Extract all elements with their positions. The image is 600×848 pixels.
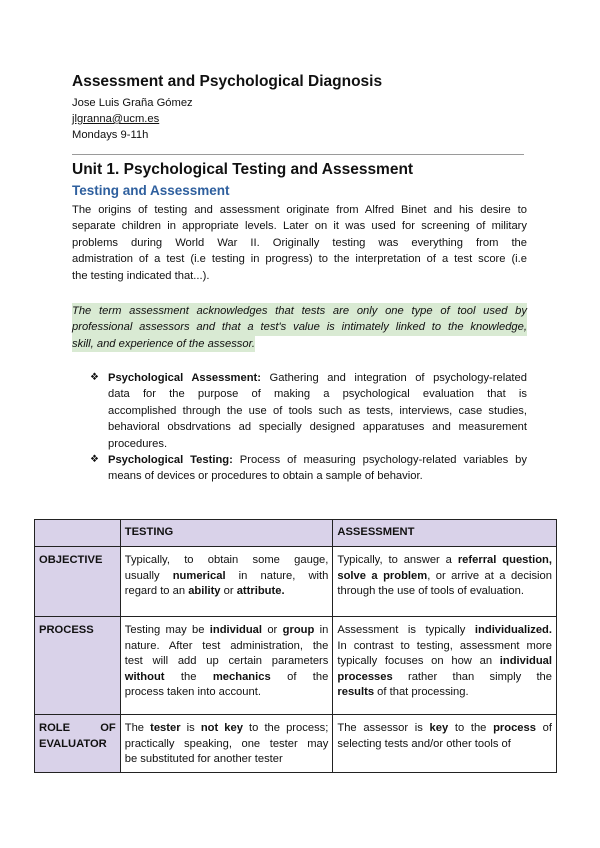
bullet-term: Psychological Testing:	[108, 454, 233, 467]
cell-testing	[120, 617, 333, 715]
paragraph-line: the testing indicated that...).	[72, 269, 210, 282]
cell-line	[337, 623, 552, 638]
instructor-email-link[interactable]: jlgranna@ucm.es	[72, 113, 160, 125]
text-run: of that processing.	[374, 686, 469, 699]
bold-run: ability	[188, 585, 221, 598]
cell-line	[337, 569, 552, 584]
table-header-row	[35, 520, 557, 547]
text-run: selecting tests and/or other tools of	[337, 737, 511, 750]
bullet-text: Gathering and integration of psychology-related	[261, 372, 527, 384]
highlight-line: professional assessors and that a test's value is intimately linked to the knowledge,	[72, 319, 527, 335]
text-run: or	[220, 585, 237, 598]
text-run: process taken into account.	[124, 686, 261, 699]
text-run: test will add up certain parameters	[124, 655, 329, 668]
bold-run: results	[337, 686, 375, 699]
text-run: through the use of tools of evaluation.	[337, 585, 524, 598]
highlight-line: The term assessment acknowledges that tests are only one type of tool used by	[72, 303, 527, 319]
bullet-term: Psychological Assessment:	[108, 372, 261, 384]
cell-line	[337, 685, 552, 700]
text-run: usually	[124, 569, 173, 582]
text-run: Assessment is typically	[337, 624, 475, 637]
text-run: typically focuses on how an	[337, 655, 500, 668]
cell-line	[125, 553, 329, 568]
bold-run: key	[429, 722, 449, 735]
diamond-bullet-icon: ❖	[90, 372, 99, 383]
cell-line	[337, 584, 552, 599]
paragraph-line: admistration of a test (i.e testing in progress) to the interpretation of a test score (i.e	[72, 253, 527, 266]
cell-testing	[120, 715, 333, 772]
cell-assessment	[333, 715, 557, 772]
row-label-process: PROCESS	[35, 617, 121, 715]
section-title: Testing and Assessment	[72, 183, 230, 198]
cell-line	[337, 737, 552, 752]
row-label-part: ROLE	[39, 722, 71, 735]
cell-line	[125, 670, 329, 685]
bold-run: mechanics	[212, 670, 271, 683]
text-run: to the process;	[242, 722, 329, 735]
cell-line	[125, 721, 329, 736]
list-item	[90, 452, 527, 485]
table-row	[35, 715, 557, 772]
text-run: the	[164, 670, 213, 683]
paragraph-line: The origins of testing and assessment originate from Alfred Binet and his desire to	[72, 204, 527, 216]
bullet-text: behavioral obsdrvations ad specially designed apparatuses and measurement	[108, 421, 527, 434]
row-label-part: OF	[100, 722, 116, 735]
bold-run: individual	[499, 655, 552, 668]
cell-assessment	[333, 617, 557, 715]
header-cell-empty	[35, 520, 121, 547]
bold-run: individualized.	[474, 624, 552, 637]
text-run: or	[262, 624, 283, 637]
bold-run: not key	[200, 722, 243, 735]
bold-run: group	[282, 624, 315, 637]
cell-line	[125, 623, 329, 638]
bullet-text: procedures.	[108, 437, 168, 450]
bold-run: without	[124, 670, 165, 683]
cell-line	[125, 685, 329, 700]
course-title: Assessment and Psychological Diagnosis	[72, 73, 383, 90]
text-run: rather than simply the	[392, 670, 552, 683]
text-run: be substituted for another tester	[124, 753, 283, 766]
bold-run: numerical	[172, 569, 226, 582]
bullet-text: means of devices or procedures to obtain a sample of behavior.	[108, 470, 423, 483]
text-run: Typically, to obtain some gauge,	[124, 554, 329, 567]
text-run: to the	[448, 722, 494, 735]
cell-line	[337, 654, 552, 669]
header-cell-assessment: ASSESSMENT	[333, 520, 557, 547]
cell-line	[337, 721, 552, 736]
list-item	[90, 370, 527, 452]
paragraph-line: separate children in appropriate levels. Later on it was used for screening of military	[72, 220, 527, 233]
cell-line	[125, 737, 329, 752]
bullet-text: Process of measuring psychology-related variables by	[232, 454, 527, 467]
cell-line	[125, 584, 329, 599]
text-run: nature. After test administration, the	[124, 639, 329, 652]
row-label-role-of-evaluator	[35, 715, 121, 772]
cell-line	[125, 639, 329, 654]
text-run: of	[535, 722, 552, 735]
cell-line	[337, 670, 552, 685]
definition-list	[90, 370, 527, 485]
cell-testing	[120, 547, 333, 617]
intro-paragraph	[72, 202, 527, 284]
cell-line	[125, 654, 329, 669]
paragraph-line: problems during World War II. Originally testing was everything from the	[72, 236, 527, 249]
text-run: in nature, with	[225, 569, 329, 582]
text-run: regard to an	[124, 585, 189, 598]
cell-line	[337, 639, 552, 654]
table-row	[35, 617, 557, 715]
highlight-line: skill, and experience of the assessor.	[72, 336, 255, 352]
highlighted-definition	[72, 303, 527, 352]
bold-run: process	[493, 722, 536, 735]
text-run: The	[124, 722, 151, 735]
text-run: , or arrive at a decision	[427, 569, 552, 582]
header-cell-testing: TESTING	[120, 520, 333, 547]
row-label-part: EVALUATOR	[39, 737, 107, 750]
comparison-table	[34, 519, 557, 773]
text-run: In contrast to testing, assessment more	[337, 639, 552, 652]
text-run: practically speaking, one tester may	[124, 737, 329, 750]
bold-run: attribute.	[236, 585, 285, 598]
bold-run: processes	[337, 670, 393, 683]
diamond-bullet-icon: ❖	[90, 454, 99, 466]
text-run: of the	[270, 670, 329, 683]
instructor-name: Jose Luis Graña Gómez	[72, 97, 193, 109]
cell-assessment	[333, 547, 557, 617]
text-run: in	[314, 624, 329, 637]
bold-run: solve a problem	[337, 569, 428, 582]
bullet-text: accomplished through the use of tools such as tests, interviews, case studies,	[108, 404, 527, 417]
text-run: The assessor is	[337, 722, 430, 735]
header-divider	[72, 154, 524, 155]
text-run: Typically, to answer a	[337, 554, 458, 567]
row-label-objective: OBJECTIVE	[35, 547, 121, 617]
bold-run: referral question,	[457, 554, 553, 567]
table-row	[35, 547, 557, 617]
bold-run: individual	[209, 624, 262, 637]
office-hours: Mondays 9-11h	[72, 129, 149, 141]
bold-run: tester	[150, 722, 181, 735]
text-run: Testing may be	[124, 624, 210, 637]
cell-line	[125, 569, 329, 584]
unit-title: Unit 1. Psychological Testing and Assessment	[72, 161, 414, 178]
text-run: is	[180, 722, 201, 735]
bullet-text: data for the purpose of making a psychological evaluation that is	[108, 388, 527, 401]
cell-line	[337, 553, 552, 568]
cell-line	[125, 752, 329, 767]
